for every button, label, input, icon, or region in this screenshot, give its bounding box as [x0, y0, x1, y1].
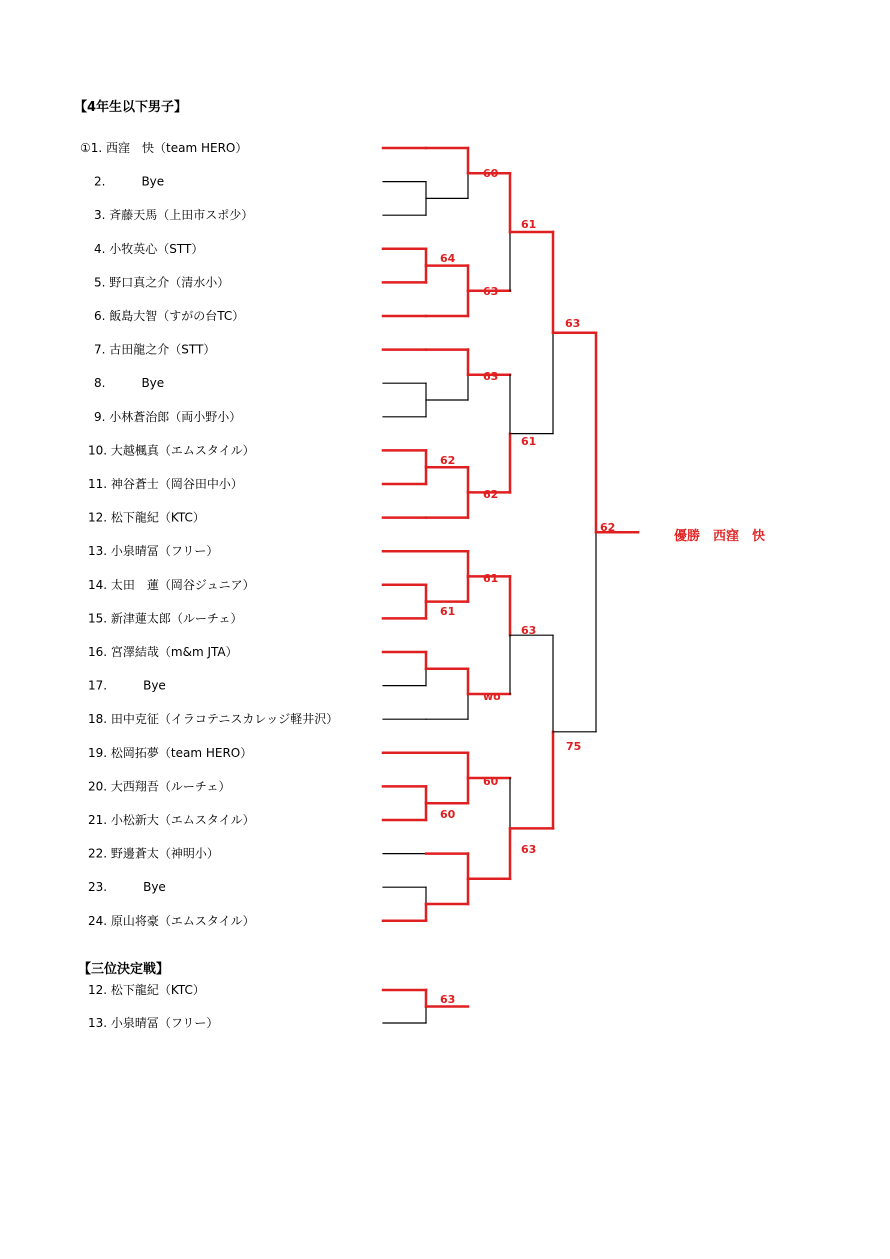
entry-name: 16. 宮澤結哉（m&m JTA）: [88, 645, 238, 659]
entry-name: 8. Bye: [94, 376, 165, 391]
match-score: 60: [440, 808, 456, 821]
third-place-title: 【三位決定戦】: [78, 962, 170, 977]
page-title: 【4年生以下男子】: [74, 100, 188, 115]
entry-name: 7. 古田龍之介（STT）: [94, 342, 216, 357]
entry-name: 19. 松岡拓夢（team HERO）: [88, 745, 253, 760]
match-score: 62: [440, 454, 456, 467]
match-score: 63: [521, 843, 537, 856]
entry-name: 2. Bye: [94, 174, 165, 189]
entry-name: 10. 大越楓真（エムスタイル）: [88, 443, 255, 458]
match-score: 64: [440, 252, 456, 265]
entry-name: 3. 斉藤天馬（上田市スポ少）: [94, 208, 254, 223]
third-place-entry: 13. 小泉晴冨（フリー）: [88, 1016, 219, 1030]
match-score: 62: [483, 488, 499, 501]
entry-name: 15. 新津蓮太郎（ルーチェ）: [88, 611, 243, 626]
entry-name: 6. 飯島大智（すがの台TC）: [94, 309, 245, 323]
entry-name: 18. 田中克征（イラコテニスカレッジ軽井沢）: [88, 712, 339, 727]
match-score: 61: [483, 572, 499, 585]
entry-name: 12. 松下龍紀（KTC）: [88, 510, 205, 525]
match-score: wo: [483, 690, 501, 703]
match-score: 63: [565, 317, 581, 330]
match-score: 63: [521, 624, 537, 637]
match-score: 60: [483, 775, 499, 788]
entry-name: 9. 小林蒼治郎（両小野小）: [94, 409, 242, 424]
match-score: 61: [440, 605, 456, 618]
entry-name: 23. Bye: [88, 880, 166, 895]
entry-name: 5. 野口真之介（清水小）: [94, 275, 230, 290]
match-score: 63: [483, 370, 499, 383]
entry-name: 11. 神谷蒼士（岡谷田中小）: [88, 477, 243, 491]
entry-name: ①1. 西窪 快（team HERO）: [80, 141, 248, 155]
entry-name: 14. 太田 蓮（岡谷ジュニア）: [88, 577, 255, 592]
entry-name: 4. 小牧英心（STT）: [94, 241, 204, 256]
match-score: 61: [521, 218, 537, 231]
third-place-entry: 12. 松下龍紀（KTC）: [88, 983, 205, 997]
third-place-score: 63: [440, 993, 456, 1006]
champion-label: 優勝 西窪 快: [674, 529, 766, 544]
entry-name: 24. 原山将豪（エムスタイル）: [88, 913, 255, 928]
entry-name: 21. 小松新大（エムスタイル）: [88, 813, 255, 827]
entry-name: 17. Bye: [88, 678, 166, 693]
entry-name: 22. 野邊蒼太（神明小）: [88, 846, 219, 861]
match-score: 75: [566, 740, 582, 753]
match-score: 61: [521, 435, 537, 448]
match-score: 62: [600, 521, 616, 534]
entry-name: 13. 小泉晴冨（フリー）: [88, 544, 219, 559]
match-score: 63: [483, 285, 499, 298]
match-score: 60: [483, 167, 499, 180]
entry-name: 20. 大西翔吾（ルーチェ）: [88, 779, 231, 794]
